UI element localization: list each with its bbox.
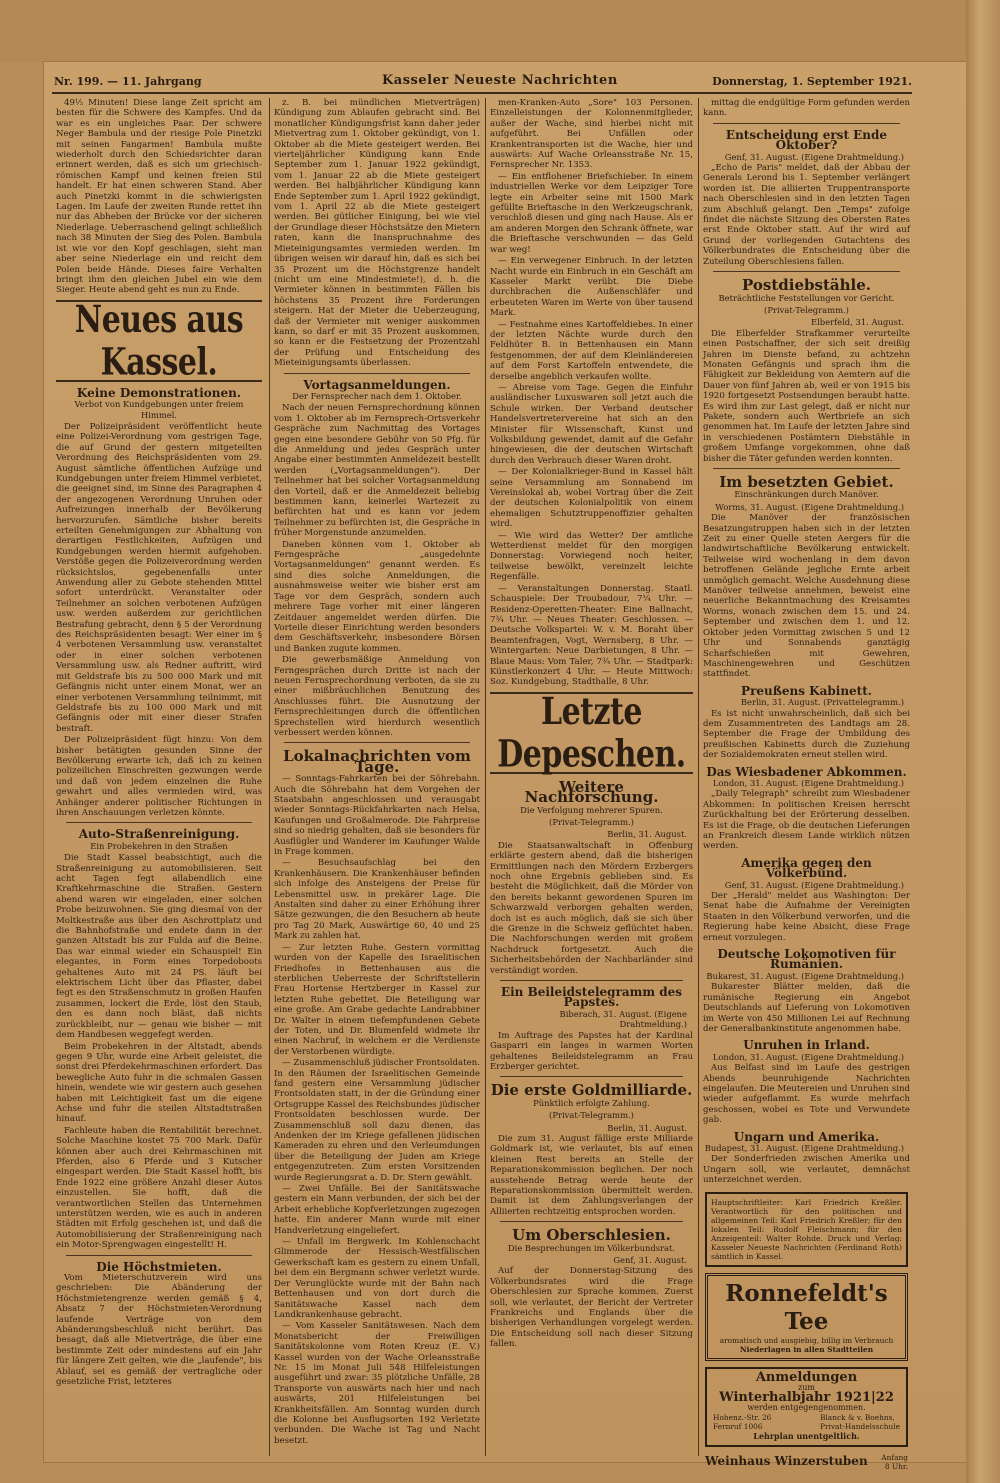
divider [66, 1255, 252, 1256]
divider [500, 980, 683, 981]
ad-tagline: aromatisch und ausgiebig, billig im Verbrauch [719, 1335, 894, 1345]
ad-brand-name: Ronnefeldt's Tee [725, 1279, 888, 1335]
dateline: London, 31. August. (Eigene Drahtmeldung.) [712, 1051, 904, 1062]
paragraph: Der Polizeipräsident fügt hinzu: Von dem bisher betätigten gesunden Sinne der Bevölkerung erwarte ich, daß ich zu keinen polizeilichen Einschreiten gezwungen werde und daß von jedem einzelnen die Ruhe gewahrt und alles vermieden wird, was Anhänger anderer politischer Richtungen in ihren Anschauungen verletzen könnte. [56, 735, 262, 818]
divider [713, 123, 900, 124]
paragraph: Es ist nicht unwahrscheinlich, daß sich bei dem Zusammentreten des Landtags am 28. September die Frage der Umbildung des preußischen Kabinetts durch die Zuziehung der Sozialdemokraten erneut stellen wird. [703, 708, 910, 761]
ad-taken: werden entgegengenommen. [747, 1402, 866, 1412]
paragraph: Der Sonderfrieden zwischen Amerika und Ungarn soll, wie verlautet, demnächst unterzeichnet werden. [703, 1154, 910, 1186]
issue-number: Nr. 199. — 11. Jahrgang [54, 75, 202, 88]
paragraph: 49½ Minuten! Diese lange Zeit spricht am besten für die Schwere des Kampfes. Und da war es ein ungleiches Paar. Der schwere Neger Bambula und der riesige Pole Pinetzki mit seinen Fangarmen! Bambula mußte wiederholt durch den Schiedsrichter daran erinnert werden, daß es sich um griechisch-römischen Kampf und keinen freien Stil handelt. Er hat einen schweren Stand. Aber auch Pinetzki kommt in die schwierigsten Lagen. Im Laufe der zweiten Runde rettet ihn nur das Abheben der Brücke vor der sicheren Niederlage. Ueberraschend gelingt schließlich nach 38 Minuten der Sieg des Polen. Bambula ist wie vor den Kopf geschlagen, sieht man aber seine Niederlage ein und reicht dem Polen beide Hände. Dieses faire Verhalten bringt ihm den gleichen Jubel ein wie dem Sieger. Heute abend geht es nun zu Ende. [56, 98, 262, 296]
paragraph: Daneben können vom 1. Oktober ab Ferngespräche „ausgedehnte Vortagsanmeldungen" genannt werden. Es sind dies solche Anmeldungen, die ausnahmsweise weiter wie bisher erst am Tage vor dem Gespräch, sondern auch mehrere Tage vorher mit einer längeren Zeitdauer angemeldet werden dürfen. Die Vorteile dieser Einrichtung werden besonders dem Geschäftsverkehr, insbesondere Börsen und Banken zugute kommen. [274, 539, 480, 654]
paragraph: z. B. bei mündlichen Mietverträgen) Kündigung zum Ablaufen gebracht sind. Bei monatlicher Kündigungsfrist kann daher jeder Mietvertrag zum 1. Oktober gekündigt, von 1. Oktober ab die Miete gesteigert werden. Bei vierteljährlicher Kündigung kann Ende September zum 1. Januar 1922 gekündigt, vom 1. Januar 22 ab die Miete gesteigert werden. Bei halbjährlicher Kündigung kann Ende September zum 1. April 1922 gekündigt, vom 1. April 22 ab die Miete gesteigert werden. Bei gütlicher Einigung, bei wie viel der Grundlage dieser Höchstsätze den Mietern raten, kann die Inanspruchnahme des Mieteinigungsamtes vermieden werden. Im übrigen weisen wir darauf hin, daß es sich bei 35 Prozent um die Höchstgrenze handelt (nicht um eine Mindestmiete!), d. h. die Vermieter können in bestimmten Fällen bis höchstens 35 Prozent ihre Forderungen steigern. Hat der Mieter die Ueberzeugung, daß der Vermieter mit weniger auskommen kann, so darf er mit 35 Prozent auskommen, so kann er die Festsetzung der Prozentzahl der Prüfung und Entscheidung des Mieteinigungsamts überlassen. [274, 98, 480, 369]
article-note: (Privat-Telegramm.) [764, 304, 849, 315]
paragraph: — Abreise vom Tage. Gegen die Einfuhr ausländischer Luxuswaren soll jetzt auch die Schule wirken. Der Verband deutscher Handelsvertretervereine hat sich an den Minister für Wissenschaft, Kunst und Volksbildung gewendet, damit auf die Gefahr hingewiesen, die der deutschen Wirtschaft durch den Verbrauch dieser Waren droht. [490, 382, 693, 466]
paragraph: — Zusammenschluß jüdischer Frontsoldaten. In den Räumen der Israelitischen Gemeinde fand gestern eine Versammlung jüdischer Frontsoldaten statt, in der die Gründung einer Ortsgruppe Kassel des Reichsbundes jüdischer Frontsoldaten beschlossen wurde. Der Zusammenschluß soll dazu dienen, das Andenken der im Kriege gefallenen jüdischen Kameraden zu ehren und den Verleumdungen über die Beteiligung der Juden am Kriege entgegenzutreten. Zum ersten Vorsitzenden wurde Regierungsrat a. D. Dr. Stern gewählt. [274, 1058, 480, 1183]
paragraph: Beim Probekehren in der Altstadt, abends gegen 9 Uhr, wurde eine Arbeit geleistet, die sonst drei Pferdekehrmaschinen erfordert. Das bewegliche Auto fuhr in die schmalen Gassen hinein, wendete wie wir gestern auch gesehen haben mit Leichtigkeit fast um die eigene Achse und fuhr die steilen Altstadtstraßen hinauf. [56, 1041, 262, 1125]
article-title: Weitere Nachforschung. [524, 777, 659, 807]
dateline: Budapest, 31. August. (Eigene Drahtmeldung.) [704, 1142, 904, 1153]
paragraph: Die Staatsanwaltschaft in Offenburg erklärte gestern abend, daß die bisherigen Ermittlungen nach den Mördern Erzbergers noch ohne Ergebnis geblieben sind. Es besteht die Möglichkeit, daß die Mörder von den bereits bekannt gewordenen Spuren im Schwarzwald verborgen gehalten werden, doch ist es auch möglich, daß sie sich über die Grenze in die Schweiz geflüchtet haben. Die Nachforschungen werden mit großem Nachdruck fortgesetzt. Auch die Sicherheitsbehörden der Nachbarländer sind verständigt worden. [490, 840, 693, 976]
column-rule [698, 98, 699, 1456]
article-title: Die erste Goldmilliarde. [490, 1081, 693, 1100]
paragraph: „Echo de Paris" meldet, daß der Abbau der Generals Lerond bis 1. September verlängert worden ist. Die alliierten Truppentransporte nach Oberschlesien sind in den letzten Tagen zum Abschluß gelangt. Den „Temps" zufolge findet die nächste Sitzung des Obersten Rates erst Ende Oktober statt. Auf ihr wird auf Grund der vorliegenden Gutachtens des Völkerbundrates die Entscheidung über die Zuteilung Oberschlesiens fallen. [703, 163, 910, 267]
section-headline: Letzte Depeschen. [497, 690, 686, 777]
dateline: Genf, 31. August. (Eigene Drahtmeldung.) [724, 151, 904, 162]
paragraph: — Ein entflohener Briefschieber. In einem industriellen Werke vor dem Leipziger Tore legte ein Arbeiter seine mit 1500 Mark gefüllte Brieftasche in den Werkzeugschrank, verschloß diesen und ging nach Hause. Als er am anderen Morgen den Schrank öffnete, war die Brieftasche verschwunden — das Geld war weg! [490, 171, 693, 255]
paragraph: Die Stadt Kassel beabsichtigt, auch die Straßenreinigung zu automobilisieren. Seit acht Tagen fegt allabendlich eine Kraftkehrmaschine die Straßen. Gestern abend waren wir eingeladen, einer solchen Probe beizuwohnen. Sie ging diesmal von der Moltkestraße aus über den Aschrottplatz und die Bahnhofstraße und endete dann in der ganzen Altstadt bis zur Fulda auf die Beine. Das war einmal wieder ein Schauspiel! Ein elegantes, in Form eines Torpedoboots gehaltenes Auto mit 24 PS. läuft bei elektrischem Licht über das Pflaster, dabei fegt es den Straßenschmutz in großen Haufen zusammen, lockert die Erde, löst den Staub, den es dann noch bläst, daß nichts zurückbleibt, nur — genau wie bisher — mit dem Handbesen weggefegt werden. [56, 853, 262, 1041]
divider [713, 271, 900, 272]
paragraph: — Festnahme eines Kartoffeldiebes. In einer der letzten Nächte wurde durch den Feldhüter B. in Bettenhausen ein Mann festgenommen, der auf dem Kleinländereien auf dem Forst Kartoffeln entwendete, die derselbe angeblich verkaufen wollte. [490, 319, 693, 382]
paragraph: — Veranstaltungen Donnerstag. Staatl. Schauspiele: Der Troubadour, 7¼ Uhr. — Residenz-Operetten-Theater: Eine Ballnacht, 7¾ Uhr. — Neues Theater: Geschlossen. — Deutsche Volkspartei: W. v. M. Boraht über Beamtenfragen, Vogt, Wernsberg, 8 Uhr. — Wintergarten: Neue Darbietungen, 8 Uhr. — Blaue Maus: Vom Taler, 7¾ Uhr. — Stadtpark: Künstlerkonzert 4 Uhr. — Heute Mittwoch: Soz. Kundgebung, Stadthalle, 8 Uhr. [490, 583, 693, 688]
ad-weinhaus-time-value: 8 Uhr. [884, 1461, 908, 1471]
paragraph: — Der Kolonialkrieger-Bund in Kassel hält seine Versammlung am Sonnabend im Vereinslokal ab, wobei Vortrag über die Zeit der deutschen Kolonialpolitik von einem ehemaligen Schutztruppenoffizier gehalten wird. [490, 467, 693, 530]
paragraph: — Wie wird das Wetter? Der amtliche Wetterdienst meldet für den morgigen Donnerstag: Vorwiegend noch heiter, teilweise bewölkt, vereinzelt leichte Regenfälle. [490, 530, 693, 583]
ad-weinhaus-time [881, 1453, 908, 1471]
ad-title: Anmeldungen [755, 1369, 858, 1385]
paragraph: Der Polizeipräsident veröffentlicht heute eine Polizei-Verordnung vom gestrigen Tage, die auf Grund der gestern mitgeteilten Verordnung des Reichspräsidenten vom 29. August sämtliche öffentlichen Aufzüge und Kundgebungen unter freiem Himmel verbietet, die geeignet sind, im Sinne des Paragraphen 4 der angezogenen Verordnung Unruhen oder Aufreizungen innerhalb der Bevölkerung hervorzurufen. Sämtliche bisher bereits erteilten Genehmigungen zur Abhaltung von derartigen Festlichkeiten, Aufzügen und Kundgebungen werden hiermit aufgehoben. Verstöße gegen die Polizeiverordnung werden rücksichtslos, gegebenenfalls unter Anwendung aller zu Gebote stehenden Mittel sofort unterdrückt. Veranstalter oder Teilnehmer an solchen verbotenen Aufzügen usw. werden außerdem zur gerichtlichen Bestrafung gebracht, denn § 5 der Verordnung des Reichspräsidenten besagt: Wer einer im § 4 verbotenen Versammlung usw. veranstaltet oder in einer solchen verbotenen Versammlung usw. als Redner auftritt, wird mit Geldstrafe bis zu 500 000 Mark und mit Gefängnis nicht unter einem Monat, wer an einer verbotenen Versammlung teilnimmt, mit Geldstrafe bis zu 100 000 Mark und mit Gefängnis oder mit einer dieser Strafen bestraft. [56, 421, 262, 734]
article-note: (Privat-Telegramm.) [549, 1110, 634, 1121]
ad-school-type: Privat-Handelsschule [820, 1421, 900, 1431]
paragraph: — Vom Kasseler Sanitätswesen. Nach dem Monatsbericht der Freiwilligen Sanitätskolonne vom Roten Kreuz (E. V.) Kassel wurden von der Wache Orleansstraße Nr. 15 im Monat Juli 548 Hilfeleistungen ausgeführt und zwar: 35 plötzliche Unfälle, 28 Transporte von auswärts nach hier und nach auswärts, 201 Hilfeleistungen bei Krankheitsfällen. Am Sonntag wurden durch die Kolonne bei Ausflugsorten 192 Verletzte verbunden. Die Wache ist Tag und Nacht besetzt. [274, 1321, 480, 1446]
article-title: Auto-Straßenreinigung. [78, 827, 240, 842]
divider [713, 468, 900, 469]
paragraph: Nach der neuen Fernsprechordnung können vom 1. Oktober ab im Fernsprech-Ortsverkehr Gespräche zum Nachmittag des Vortages gegen eine besondere Gebühr von 50 Pfg. für die Anmeldung und jedes Gespräch unter Angabe einer bestimmten Anmeldezeit bestellt werden („Vortagsanmeldungen"). Der Teilnehmer hat bei solcher Vortagsanmeldung den Vorteil, daß er die Anmeldezeit beliebig bestimmen kann, keinerlei Wartezeit zu befürchten hat und es kann vor jedem Teilnehmer zu befürchten ist, die Gespräche in früher Morgenstunde anzumelden. [274, 403, 480, 539]
ad-address-phone: Fernruf 1006 [713, 1421, 763, 1431]
ad-weinhaus [705, 1453, 908, 1471]
imprint-box [705, 1192, 908, 1267]
paragraph: Bukarester Blätter melden, daß die rumänische Regierung ein Angebot Deutschlands auf Lieferung von Lokomotiven im Werte von 450 Millionen Lei auf Rechnung der Generalbankinstitute angenommen habe. [703, 982, 910, 1034]
divider [500, 1076, 683, 1077]
ad-term: Winterhalbjahr 1921|22 [719, 1389, 894, 1405]
dateline: Berlin, 31. August. (Privattelegramm.) [740, 697, 904, 708]
article-title: Die Höchstmieten. [96, 1259, 222, 1274]
column-1 [56, 98, 262, 1458]
paragraph: Der „Herald" meldet aus Washington: Der Senat habe die Aufnahme der Vereinigten Staaten in den Völkerbund verworfen, und die Regierung habe keine Absicht, diese Frage erneut vorzulegen. [703, 891, 910, 943]
imprint-text: Hauptschriftleiter: Karl Friedrich Kreßler. Verantwortlich für den politischen und allgemeinen Teil: Karl Friedrich Kreßler; für den lokalen Teil: Rudolf Fleischmann; für den Anzeigenteil: Walter Rohde. Druck und Verlag: Kasseler Neueste Nachrichten (Ferdinand Roth) sämtlich in Kassel. [711, 1197, 902, 1261]
paragraph: Im Auftrage des Papstes hat der Kardinal Gasparri ein langes in warmen Worten gehaltenes Beileidstelegramm an Frau Erzberger gerichtet. [490, 1030, 693, 1072]
article-title: Lokalnachrichten vom Tage. [283, 747, 471, 776]
paragraph: — Zwei Unfälle. Bei der Sanitätswache gestern ein Mann verbunden, der sich bei der Arbeit erhebliche Kopfverletzungen zugezogen hatte. Ein anderer Mann wurde mit einer Handverletzung eingeliefert. [274, 1184, 480, 1236]
article-subtitle: Beträchtliche Feststellungen vor Gericht. [718, 292, 895, 303]
article-title: Deutsche Lokomotiven für Rumänien. [717, 947, 896, 972]
article-title: Unruhen in Irland. [743, 1038, 870, 1053]
dateline: Genf, 31. August. [613, 1255, 687, 1265]
ad-tagline-2: Niederlagen in allen Stadtteilen [739, 1344, 874, 1354]
column-2 [274, 98, 480, 1458]
ad-address-street: Hohenz.-Str. 26 [713, 1412, 772, 1422]
paragraph: Die zum 31. August fällige erste Milliarde Goldmark ist, wie verlautet, bis auf einen kleinen Rest bereits an Stelle der Reparationskommission beglichen. Der noch ausstehende Betrag werde heute der Reparationskommission übermittelt werden. Damit ist dem Zahlungsverlangen der Alliierten rechtzeitig entsprochen worden. [490, 1133, 693, 1217]
paragraph: Auf der Donnerstag-Sitzung des Völkerbundsrates wird die Frage Oberschlesien zur Sprache kommen. Zuerst soll, wie verlautet, der Bericht der Vertreter Frankreichs und Englands über die bisherigen Verhandlungen vorgelegt werden. Die Entscheidung soll nach dieser Sitzung fallen. [490, 1266, 693, 1350]
ad-weinhaus-time-label: Anfang [881, 1452, 908, 1462]
article-title: Das Wiesbadener Abkommen. [706, 764, 907, 779]
article-title: Preußens Kabinett. [741, 683, 872, 698]
dateline: Genf, 31. August. (Eigene Drahtmeldung.) [724, 879, 904, 890]
ad-address-row [713, 1413, 900, 1431]
ad-school-name: Blanck & v. Boehns, [820, 1412, 895, 1422]
divider [284, 373, 470, 374]
ad-ronnefeldt-tee [705, 1273, 908, 1361]
article-subtitle: Die Besprechungen im Völkerbundsrat. [507, 1242, 676, 1253]
divider [500, 1221, 683, 1222]
dateline: Berlin, 31. August. [607, 829, 687, 840]
article-subtitle: Pünktlich erfolgte Zahlung. [533, 1097, 650, 1108]
paragraph: — Unfall im Bergwerk. Im Kohlenschacht Glimmerode der Hessisch-Westfälischen Gewerkschaft kam es gestern zu einem Unfall, bei dem ein Bergmann schwer verletzt wurde. Der Verunglückte wurde mit der Bahn nach Bettenhausen und von dort durch die Sanitätswache Kassel nach dem Landkrankenhause gebracht. [274, 1237, 480, 1320]
issue-date: Donnerstag, 1. September 1921. [712, 75, 912, 88]
paragraph: Aus Belfast sind im Laufe des gestrigen Abends beunruhigende Nachrichten eingelaufen. Die Meutereien und Unruhen sind wieder aufgeflammt. Es wurde mehrfach geschossen, wobei es Tote und Verwundete gab. [703, 1063, 910, 1126]
scan-background-top [0, 0, 1000, 62]
paragraph: — Ein verwegener Einbruch. In der letzten Nacht wurde ein Einbruch in ein Geschäft am Kasseler Markt verübt. Die Diebe durchbrachen die Außenschläfer und erbeuteten Waren im Werte von über tausend Mark. [490, 256, 693, 319]
newspaper-title: Kasseler Neueste Nachrichten [382, 73, 618, 88]
column-3 [490, 98, 693, 1458]
paragraph: Vom Mieterschutzverein wird uns geschrieben: Die Abänderung der Höchstmietengrenze werden gemäß § 4, Absatz 7 der Höchstmieten-Verordnung laufende Verträge von dem Abänderungsbeschluß nicht berührt. Das besagt, daß alle Mietverträge, die über eine bestimmte Zeit oder mindestens auf ein Jahr für längere Zeit gelten, wie die „laufende", bis Ablauf, sei es gemäß der vertragliche oder gesetzliche Frist, letzteres [56, 1273, 262, 1388]
paragraph: Die gewerbsmäßige Anmeldung von Ferngesprächen durch Dritte ist nach der neuen Fernsprechordnung verboten, da sie zu einer mißbräuchlichen Benutzung des Anschlusses führt. Die Ausnutzung der Fernsprechleitungen durch die öffentlichen Sprechstellen wird hierdurch wesentlich verbessert werden können. [274, 655, 480, 738]
dateline: Bukarest, 31. August. (Eigene Drahtmeldung.) [706, 970, 904, 981]
paragraph: — Besuchsaufschlag bei den Krankenhäusern. Die Krankenhäuser befinden sich infolge des Ansteigens der Preise für Lebensmittel usw. in prekärer Lage. Die Anstalten sind daher zu einer Erhöhung ihrer Sätze gezwungen, die den Besuchern ab heute pro Tag 20 Mark, Auswärtige 60, 40 und 25 Mark zu zahlen hat. [274, 858, 480, 942]
article-title: Vortagsanmeldungen. [303, 377, 451, 392]
ad-zum: zum [798, 1382, 815, 1392]
article-title: Postdiebstähle. [742, 276, 871, 295]
article-title: Entscheidung erst Ende Oktober? [725, 127, 888, 153]
column-rule [485, 98, 486, 1456]
article-title: Ungarn und Amerika. [733, 1129, 880, 1144]
scan-edge-right [966, 0, 1000, 1483]
ad-plan: Lehrplan unentgeltlich. [753, 1430, 860, 1441]
article-title: Amerika gegen den Völkerbund. [741, 855, 872, 881]
paragraph: „Daily Telegraph" schreibt zum Wiesbadener Abkommen: In politischen Kreisen herrscht Zurückhaltung bei der Erörterung desselben. Es ist die Frage, ob die deutschen Lieferungen an Frankreich diesem Lande wirklich nützen werden. [703, 789, 910, 852]
paragraph: — Sonntags-Fahrkarten bei der Söhrebahn. Auch die Söhrebahn hat dem Vorgehen der Staatsbahn angeschlossen und verausgabt wieder Sonntags-Rückfahrkarten nach Helsa, Kaufungen und Großalmerode. Die Fahrpreise sind so niedrig gehalten, daß sie besonders für Ausflügler und Wanderer im Kaufunger Walde in Frage kommen. [274, 774, 480, 858]
dateline: Elberfeld, 31. August. [810, 317, 904, 328]
divider [284, 742, 470, 743]
article-subtitle: Einschränkungen durch Manöver. [734, 489, 879, 500]
paragraph: men-Kranken-Auto „Sore" 103 Personen. Einzelleistungen der Kolonnenmitglieder, außer der Wache, sind hierbei nicht mit aufgeführt. Bei Unfällen oder Krankentransporten ist die Wache, hier und auswärts: Auf Wache Orleansstraße Nr. 15, Fernsprecher Nr. 1353. [490, 98, 693, 171]
section-headline: Neues aus Kassel. [74, 297, 244, 385]
article-subtitle: Ein Probekehren in den Straßen [90, 840, 228, 851]
ad-anmeldungen [705, 1367, 908, 1447]
column-rule [269, 98, 270, 1456]
article-subtitle: Der Fernsprecher nach dem 1. Oktober. [292, 390, 462, 401]
article-subtitle: Die Verfolgung mehrerer Spuren. [520, 804, 663, 815]
dateline: Worms, 31. August. (Eigene Drahtmeldung.) [715, 501, 904, 512]
divider [66, 822, 252, 823]
ad-weinhaus-name: Weinhaus Winzerstuben [705, 1454, 868, 1469]
paragraph: Die Manöver der französischen Besatzungstruppen haben sich in der letzten Zeit zu einer Quelle steten Aergers für die landwirtschaftliche Bevölkerung entwickelt. Teilweise wird wochenlang in dem davon betroffenen Gelände jegliche Ernte arbeit unmöglich gemacht. Welche Ausdehnung diese Manöver teilweise annehmen, beweist eine neuerliche Bekanntmachung des Kreisamtes Worms, wonach zwischen dem 15. und 24. September und zwischen dem 1. und 12. Oktober jeden Vormittag zwischen 5 und 12 Uhr und Sonnabends ganztägig Scharfschießen mit Gewehren, Maschinengewehren und Geschützen stattfindet. [703, 513, 910, 680]
column-4 [703, 98, 910, 1471]
article-note: (Privat-Telegramm.) [549, 816, 634, 827]
masthead [52, 70, 912, 94]
dateline: Berlin, 31. August. [607, 1122, 687, 1133]
paragraph: mittag die endgültige Form gefunden werden kann. [703, 98, 910, 119]
article-title: Um Oberschlesien. [512, 1226, 671, 1245]
dateline: London, 31. August. (Eigene Drahtmeldung.) [712, 777, 904, 788]
article-title: Keine Demonstrationen. [76, 385, 242, 400]
article-subtitle: Verbot von Kundgebungen unter freiem Himmel. [74, 399, 244, 420]
paragraph: Die Elberfelder Strafkammer verurteilte einen Postschaffner, der sich seit dreißig Jahren im Dienste befand, zu achtzehn Monaten Gefängnis und sprach ihm die Fähigkeit zur Bekleidung von Aemtern auf die Dauer von fünf Jahren ab, weil er von 1915 bis 1920 fortgesetzt Postsendungen beraubt hatte. Es wird ihm zur Last gelegt, daß er nicht nur Pakete, sondern auch Wertbriefe an sich genommen hat. Im Laufe der letzten Jahre sind in verschiedenen Postämtern Diebstähle in großem Umfange vorgekommen, ohne daß bisher die Täter gefunden werden konnten. [703, 328, 910, 464]
article-title: Ein Beileidstelegramm des Papstes. [500, 985, 683, 1010]
dateline: Biberach, 31. August. (Eigene Drahtmeldung.) [559, 1008, 687, 1030]
paragraph: — Zur letzten Ruhe. Gestern vormittag wurden von der Kapelle des Israelitischen Friedhofes in Bettenhausen aus die sterblichen Ueberreste der Schriftstellerin Frau Hortense Hertzberger in Kassel zur letzten Ruhe gebettet. Die Beteiligung war eine große. Am Grabe gedachte Landrabbiner Dr. Walter in einem tiefempfundenen Gebete der Toten, und Dr. Blumenfeld widmete ihr einen Nachruf, in welchem er die Verdienste der Verstorbenen würdigte. [274, 942, 480, 1057]
paragraph: Fachleute haben die Rentabilität berechnet. Solche Maschine kostet 75 700 Mark. Dafür können aber auch drei Kehrmaschinen mit Pferden, also 6 Pferde und 3 Kutscher eingespart werden. Die Stadt Kassel hofft, bis Ende 1922 eine größere Anzahl dieser Autos einzustellen. Sie hofft, daß die verantwortlichen Stellen das Unternehmen unterstützen werden, wie es auch in anderen Städten mit Erfolg geschehen ist, und daß die Automobilisierung der Straßenreinigung nach ein Motor-Sprengwagen eingestellt! H. [56, 1125, 262, 1251]
article-title: Im besetzten Gebiet. [719, 473, 894, 491]
